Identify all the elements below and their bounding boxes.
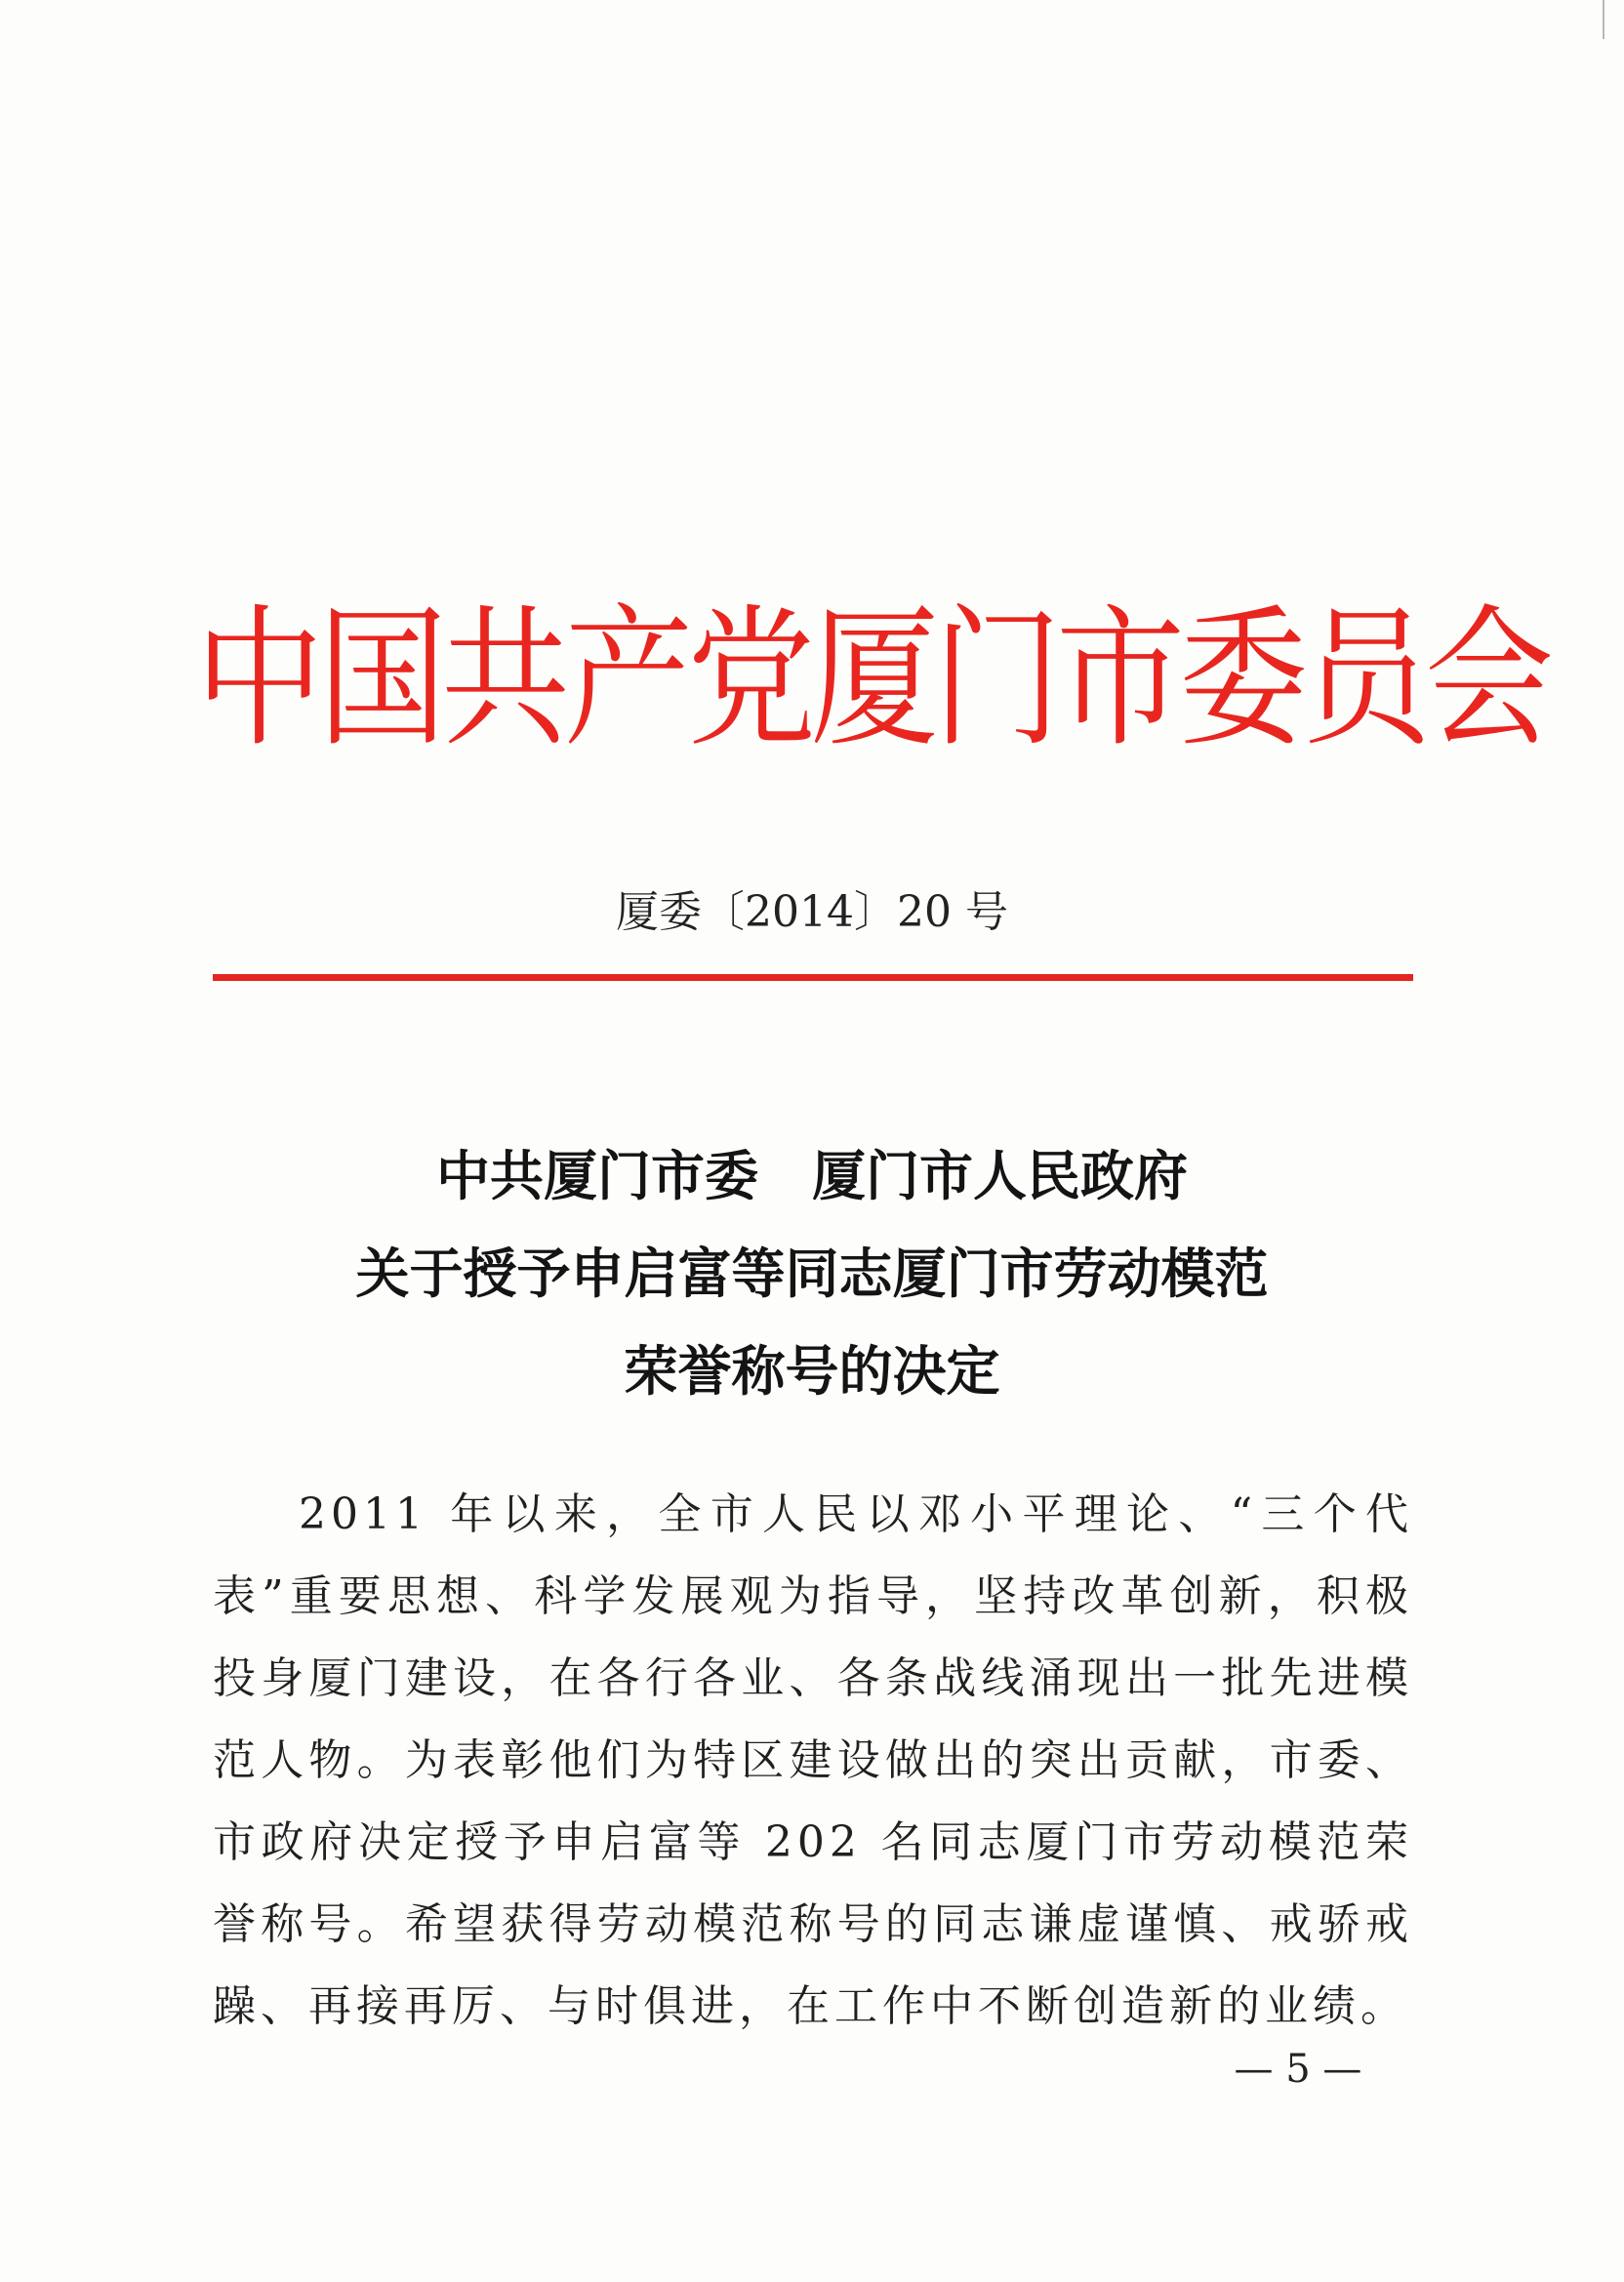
title-line-2: 关于授予申启富等同志厦门市劳动模范	[355, 1242, 1269, 1305]
document-title	[195, 1127, 1429, 1420]
issuer-masthead: 中国共产党厦门市委员会	[195, 591, 1548, 769]
scan-edge-mark	[1603, 0, 1604, 39]
red-divider-line	[213, 974, 1413, 981]
title-line-3: 荣誉称号的决定	[624, 1339, 1000, 1403]
body-paragraph: 2011 年以来，全市人民以邓小平理论、“三个代表”重要思想、科学发展观为指导，坚持改革创新，积极投身厦门建设，在各行各业、各条战线涌现出一批先进模范人物。为表彰他们为特区建设做出的突出贡献，市委、市政府决定授予申启富等 202 名同志厦门市劳动模范荣誉称号。希望获得劳动模范称号的同志谦虚谨慎、戒骄戒躁、再接再厉、与时俱进，在工作中不断创造新的业绩。	[213, 1489, 1413, 2031]
page-number: — 5 —	[1234, 2047, 1362, 2092]
title-line-1: 中共厦门市委 厦门市人民政府	[435, 1144, 1188, 1207]
document-number: 厦委〔2014〕20 号	[616, 887, 1008, 937]
